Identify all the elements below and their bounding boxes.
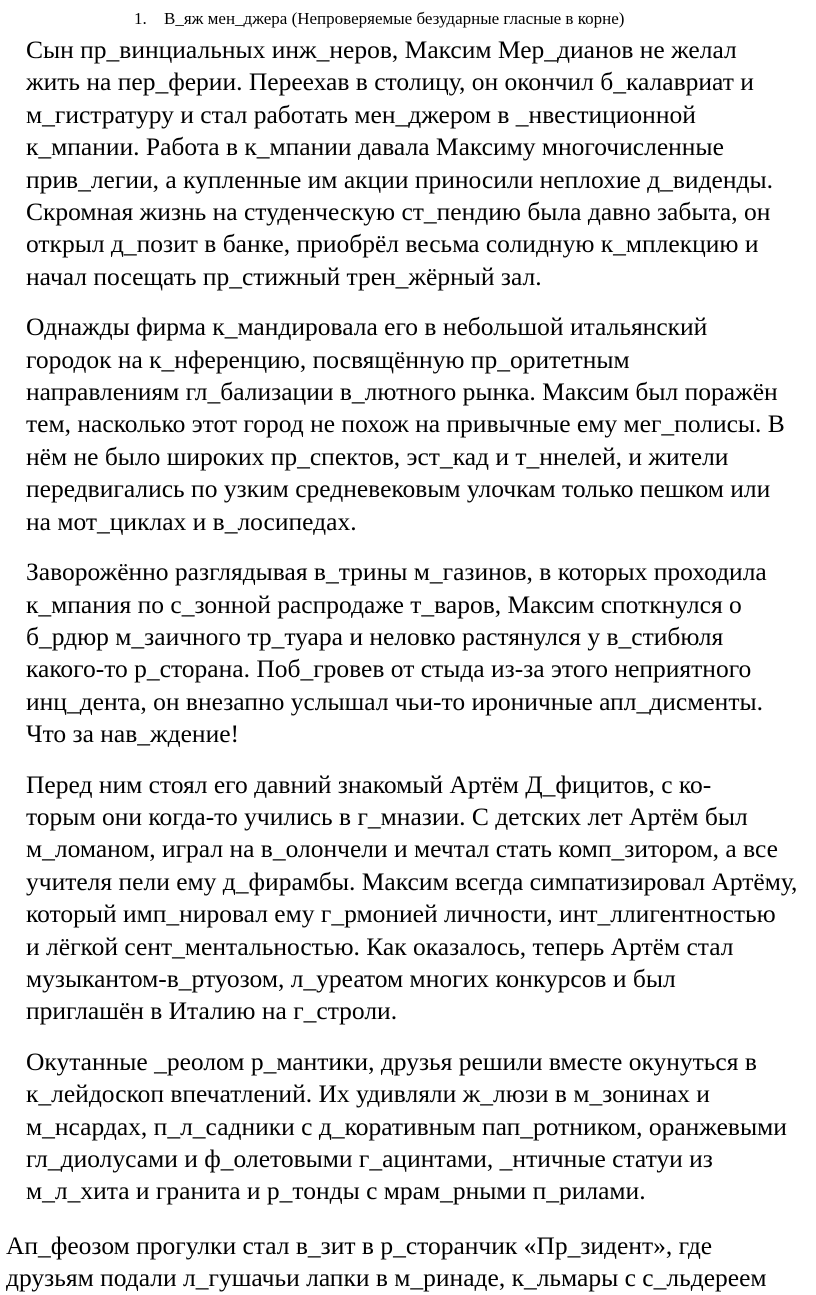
text-line: к_лейдоскоп впечатлений. Их удивляли ж_люзи в м_зонинах и — [26, 1079, 710, 1109]
paragraph-4 — [6, 769, 808, 1028]
exercise-title: В_яж мен_джера (Непроверяемые безударные гласные в корне) — [164, 9, 625, 28]
text-line: начал посещать пр_стижный трен_жёрный зал. — [26, 261, 542, 291]
text-line: Окутанные _реолом р_мантики, друзья решили вместе окунуться в — [26, 1046, 757, 1076]
text-line: друзьям подали л_гушачьи лапки в м_ринаде, к_льмары с с_льдереем — [6, 1263, 767, 1293]
text-line: м_л_хита и гранита и р_тонды с мрам_рными п_рилами. — [26, 1176, 646, 1206]
exercise-number: 1. — [134, 9, 147, 28]
text-line: инц_дента, он внезапно услышал чьи-то ироничные апл_дисменты. — [26, 686, 763, 716]
text-line: Скромная жизнь на студенческую ст_пендию была давно забыта, он — [26, 197, 771, 227]
paragraph-1 — [6, 34, 808, 293]
text-line: Заворожённо разглядывая в_трины м_газинов, в которых проходила — [26, 557, 767, 587]
text-line: нём не было широких пр_спектов, эст_кад и т_ннелей, и жители — [26, 441, 729, 471]
text-line: на мот_циклах и в_лосипедах. — [26, 506, 357, 536]
exercise-heading — [6, 8, 808, 30]
text-line: учителя пели ему д_фирамбы. Максим всегда симпатизировал Артёму, — [26, 866, 798, 896]
text-line: приглашён в Италию на г_строли. — [26, 996, 398, 1026]
text-line: направлениям гл_бализации в_лютного рынка. Максим был поражён — [26, 377, 778, 407]
text-line: Перед ним стоял его давний знакомый Артём Д_фицитов, с ко- — [26, 769, 712, 799]
text-line: Что за нав_ждение! — [26, 719, 240, 749]
text-line: который имп_нировал ему г_рмонией личности, инт_ллигентностью — [26, 899, 776, 929]
text-line: открыл д_позит в банке, приобрёл весьма солидную к_мплекцию и — [26, 229, 759, 259]
text-line: Однажды фирма к_мандировала его в небольшой итальянский — [26, 312, 708, 342]
text-line: и лёгкой сент_ментальностью. Как оказалось, теперь Артём стал — [26, 931, 734, 961]
text-line: Сын пр_винциальных инж_неров, Максим Мер_дианов не желал — [26, 35, 737, 64]
text-line: городок на к_нференцию, посвящённую пр_оритетным — [26, 344, 630, 374]
text-line: торым они когда-то учились в г_мназии. С детских лет Артём был — [26, 801, 748, 831]
text-line: тем, насколько этот город не похож на привычные ему мег_полисы. В — [26, 409, 785, 439]
text-line: какого-то р_сторана. Поб_гровев от стыда из-за этого неприятного — [26, 654, 752, 684]
text-line: б_рдюр м_заичного тр_туара и неловко растянулся у в_стибюля — [26, 621, 724, 651]
text-line: жить на пер_ферии. Переехав в столицу, он окончил б_калавриат и — [26, 67, 754, 97]
text-line: Ап_феозом прогулки стал в_зит в р_сторанчик «Пр_зидент», где — [6, 1230, 713, 1260]
paragraph-2 — [6, 311, 808, 538]
paragraph-6 — [6, 1230, 808, 1295]
text-line: прив_легии, а купленные им акции приносили неплохие д_виденды. — [26, 164, 773, 194]
text-line: м_гистратуру и стал работать мен_джером в _нвестиционной — [26, 99, 696, 129]
paragraph-5 — [6, 1046, 808, 1208]
paragraph-3 — [6, 556, 808, 750]
text-line: м_нсардах, п_л_садники с д_коративным пап_ротником, оранжевыми — [26, 1111, 787, 1141]
text-line: к_мпании. Работа в к_мпании давала Максиму многочисленные — [26, 132, 724, 162]
text-line: м_ломаном, играл на в_олончели и мечтал стать комп_зитором, а все — [26, 834, 778, 864]
text-line: передвигались по узким средневековым улочкам только пешком или — [26, 474, 771, 504]
text-line: к_мпания по с_зонной распродаже т_варов, Максим споткнулся о — [26, 589, 742, 619]
text-line: гл_диолусами и ф_олетовыми г_ацинтами, _нтичные статуи из — [26, 1144, 713, 1173]
text-line: музыкантом-в_ртуозом, л_уреатом многих конкурсов и был — [26, 963, 676, 993]
